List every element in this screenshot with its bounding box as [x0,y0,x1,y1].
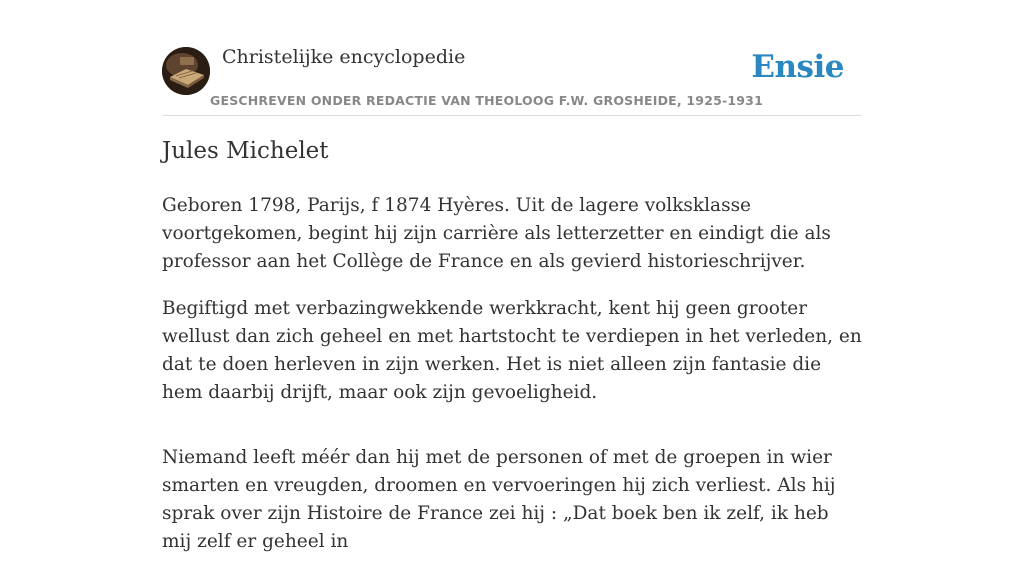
book-image-icon [162,47,210,95]
article-paragraph: Geboren 1798, Parijs, f 1874 Hyères. Uit de lagere volksklasse voortgekomen, begint hij zijn carrière als letterzetter en eindigt die als professor aan het Collège de France en als gevierd historieschrijver. [162,195,831,272]
site-header [162,0,862,116]
article-paragraph: Begiftigd met verbazingwekkende werkkracht, kent hij geen grooter wellust dan zich geheel en met hartstocht te verdiepen in het verleden, en dat te doen herleven in zijn werken. Het is niet alleen zijn fantasie die hem daarbij drijft, maar ook zijn gevoeligheid. [162,298,862,403]
article-title: Jules Michelet [162,138,329,164]
site-title[interactable]: Christelijke encyclopedie [222,46,466,68]
page-container [162,0,862,552]
site-subtitle: GESCHREVEN ONDER REDACTIE VAN THEOLOOG F.W. GROSHEIDE, 1925-1931 [210,93,763,108]
brand-logo[interactable]: Ensie [751,49,844,85]
article-body [162,192,862,575]
article-paragraph: Niemand leeft méér dan hij met de personen of met de groepen in wier smarten en vreugden, droomen en vervoeringen hij zich verliest. Als hij sprak over zijn Histoire de France zei hij : „Dat boek ben ik zelf, ik heb mij zelf er geheel in [162,447,836,552]
encyclopedia-avatar[interactable] [162,47,210,95]
